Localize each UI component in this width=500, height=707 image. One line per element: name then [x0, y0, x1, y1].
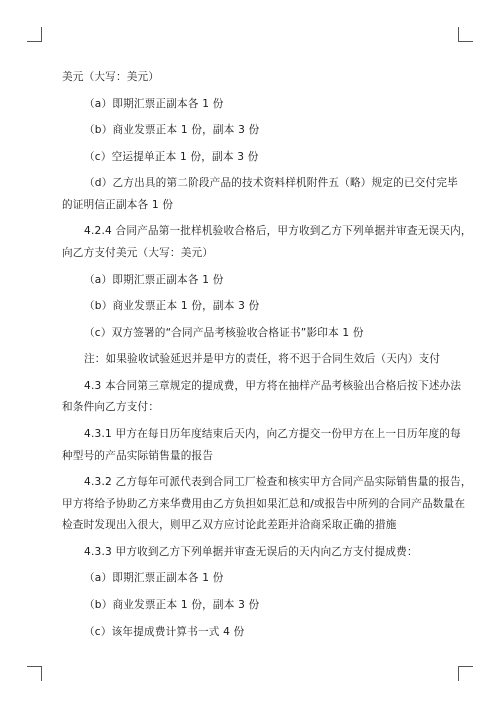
- text-line: （a）即期汇票正副本各 1 份: [84, 572, 224, 585]
- text-line: 4.3.2 乙方每年可派代表到合同工厂检查和核实甲方合同产品实际销售量的报告，: [84, 476, 472, 489]
- text-line: 4.2.4 合同产品第一批样机验收合格后，甲方收到乙方下列单据并审查无误天内，: [84, 225, 472, 238]
- text-line: 注：如果验收试验延迟并是甲方的责任，将不迟于合同生效后（天内）支付: [84, 353, 441, 366]
- crop-mark-bottom-left: [27, 666, 42, 681]
- text-line: 美元（大写：美元）: [62, 71, 160, 83]
- crop-mark-bottom-right: [458, 666, 473, 681]
- text-line: （b）商业发票正本 1 份，副本 3 份: [84, 598, 260, 611]
- text-line: （b）商业发票正本 1 份，副本 3 份: [84, 300, 260, 313]
- crop-mark-top-left: [27, 27, 42, 42]
- text-line: （d）乙方出具的第二阶段产品的技术资料样机附件五（略）规定的已交付完毕: [84, 177, 458, 190]
- text-line: （a）即期汇票正副本各 1 份: [84, 273, 224, 286]
- text-line: （a）即期汇票正副本各 1 份: [84, 97, 224, 110]
- text-line: 4.3.3 甲方收到乙方下列单据并审查无误后的天内向乙方支付提成费：: [84, 545, 418, 558]
- text-line: （c）双方签署的“合同产品考核验收合格证书”影印本 1 份: [84, 326, 364, 339]
- text-line: （c）该年提成费计算书一式 4 份: [84, 625, 245, 638]
- text-line: 种型号的产品实际销售量的报告: [62, 449, 214, 462]
- text-line: 向乙方支付美元（大写：美元）: [62, 246, 214, 259]
- document-body: [62, 68, 472, 649]
- text-line: 的证明信正副本各 1 份: [62, 198, 174, 211]
- text-line: （b）商业发票正本 1 份，副本 3 份: [84, 124, 260, 137]
- text-line: （c）空运提单正本 1 份，副本 3 份: [84, 150, 259, 163]
- crop-mark-top-right: [458, 27, 473, 42]
- text-line: 4.3 本合同第三章规定的提成费，甲方将在抽样产品考核验出合格后按下述办法: [84, 379, 462, 392]
- text-line: 甲方将给予协助乙方来华费用由乙方负担如果汇总和/或报告中所列的合同产品数量在: [62, 497, 466, 510]
- text-line: 检查时发现出入很大，则甲乙双方应讨论此差距并洽商采取正确的措施: [62, 519, 397, 532]
- text-line: 4.3.1 甲方在每日历年度结束后天内，向乙方提交一份甲方在上一日历年度的每: [84, 428, 461, 441]
- text-line: 和条件向乙方支付：: [62, 401, 160, 414]
